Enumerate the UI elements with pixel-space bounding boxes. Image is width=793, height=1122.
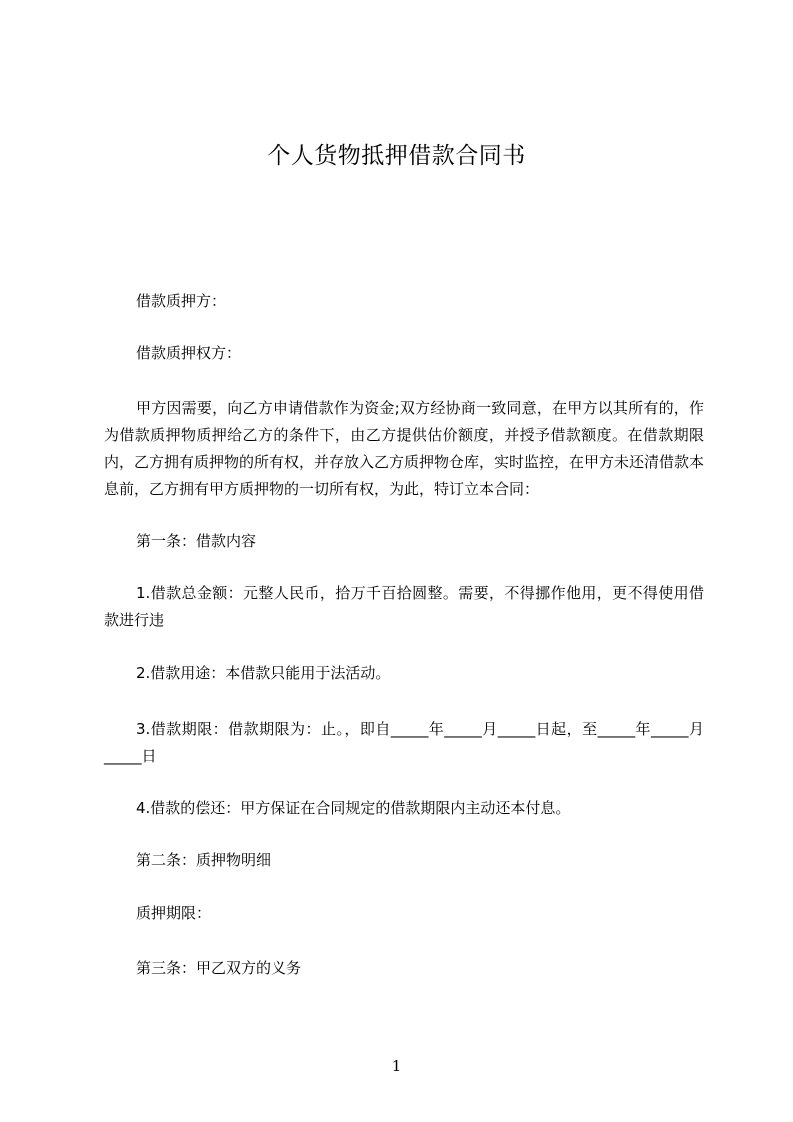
article-3-heading: 第三条：甲乙双方的义务 <box>136 959 302 977</box>
pledge-period-label: 质押期限： <box>136 904 212 922</box>
article-1-item-1: 1.借款总金额：元整人民币，拾万千百拾圆整。需要，不得挪作他用，更不得使用借款进行违 <box>104 584 704 629</box>
article-1-item-2: 2.借款用途：本借款只能用于法活动。 <box>136 664 391 682</box>
intro-paragraph: 甲方因需要，向乙方申请借款作为资金;双方经协商一致同意，在甲方以其所有的，作为借款质押物质押给乙方的条件下，由乙方提供估价额度，并授予借款额度。在借款期限内，乙方拥有质押物的所有权，并存放入乙方质押物仓库，实时监控，在甲方未还清借款本息前，乙方拥有甲方质押物的一切所有权，为此，特订立本合同： <box>104 399 705 498</box>
page-number: 1 <box>391 1057 402 1075</box>
article-1-item-3: 3.借款期限：借款期限为：止。，即自_____年_____月_____日起，至_____年_____月_____日 <box>104 720 704 765</box>
pledgee-label: 借款质押权方： <box>136 344 242 362</box>
article-1-item-4: 4.借款的偿还：甲方保证在合同规定的借款期限内主动还本付息。 <box>136 799 571 817</box>
document-title: 个人货物抵押借款合同书 <box>267 143 526 169</box>
pledgor-label: 借款质押方： <box>136 292 227 310</box>
article-2-heading: 第二条：质押物明细 <box>136 851 272 869</box>
article-1-heading: 第一条：借款内容 <box>136 532 257 550</box>
